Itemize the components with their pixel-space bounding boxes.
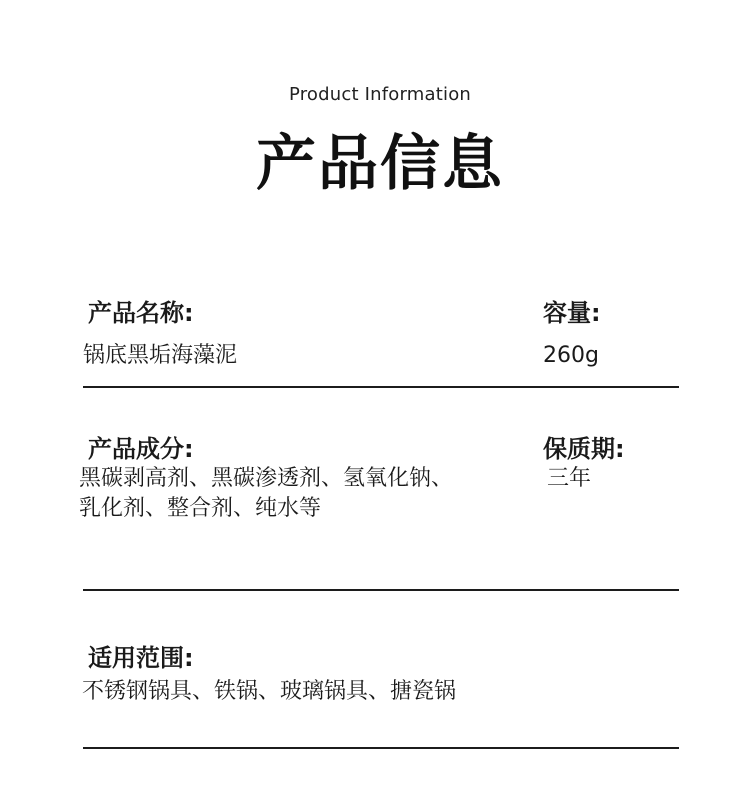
product-name-value: 锅底黑垢海藻泥 <box>83 343 238 368</box>
ingredients-line: 乳化剂、整合剂、纯水等 <box>79 496 322 521</box>
divider-1 <box>83 386 679 388</box>
scope-label: 适用范围: <box>88 644 194 672</box>
divider-2 <box>83 589 679 591</box>
page-title: 产品信息 <box>256 129 504 199</box>
shelf-life-value: 三年 <box>547 466 592 491</box>
scope-value: 不锈钢锅具、铁锅、玻璃锅具、搪瓷锅 <box>82 679 457 704</box>
ingredients-line: 黑碳剥高剂、黑碳渗透剂、氢氧化钠、 <box>79 466 454 491</box>
product-name-label: 产品名称: <box>88 299 194 327</box>
divider-3 <box>83 747 679 749</box>
ingredients-value <box>79 464 529 524</box>
shelf-life-label: 保质期: <box>543 435 625 463</box>
capacity-value: 260g <box>543 343 599 368</box>
ingredients-label: 产品成分: <box>88 435 194 463</box>
capacity-label: 容量: <box>543 299 601 327</box>
subtitle-en: Product Information <box>288 84 472 105</box>
